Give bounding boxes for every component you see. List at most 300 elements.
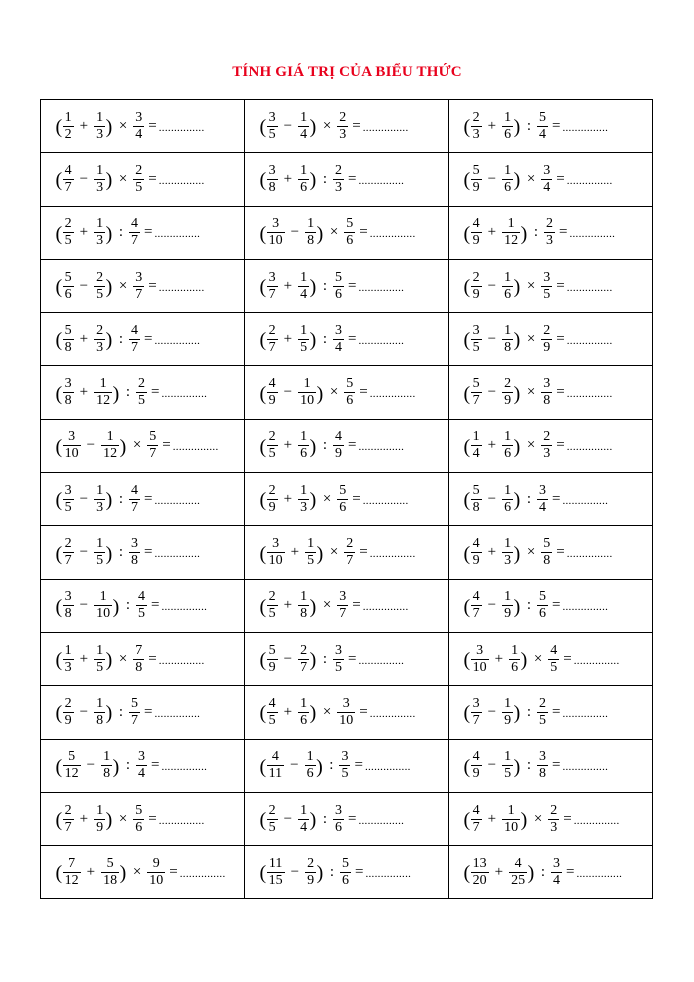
fraction-a xyxy=(267,164,278,195)
exercise-row xyxy=(41,100,653,153)
operator: − xyxy=(290,757,299,774)
fraction-a xyxy=(63,750,81,781)
equals-sign: = xyxy=(143,330,153,347)
open-paren: ( xyxy=(259,222,267,245)
equals-sign: = xyxy=(347,650,357,667)
operator: − xyxy=(283,117,293,134)
fraction-a xyxy=(63,217,74,248)
operator: + xyxy=(79,810,89,827)
denominator: 5 xyxy=(472,339,480,355)
operator: + xyxy=(283,490,293,507)
numerator: 7 xyxy=(135,642,143,658)
close-paren: ) xyxy=(105,329,113,352)
equals-sign: = xyxy=(556,277,565,294)
operator: − xyxy=(290,224,300,241)
numerator: 1 xyxy=(504,536,512,552)
answer-blank: ............... xyxy=(576,867,623,880)
fraction-b xyxy=(502,804,520,835)
fraction-c xyxy=(339,750,350,781)
open-paren: ( xyxy=(463,329,471,352)
numerator: 4 xyxy=(514,855,522,871)
exercise-row xyxy=(41,259,653,312)
numerator: 3 xyxy=(543,376,551,392)
exercise-cell xyxy=(245,739,449,792)
numerator: 5 xyxy=(339,482,347,498)
expression xyxy=(259,484,409,515)
operator: + xyxy=(494,650,504,667)
open-paren: ( xyxy=(463,542,471,565)
answer-blank: ............... xyxy=(369,707,416,720)
numerator: 1 xyxy=(504,749,512,765)
denominator: 6 xyxy=(334,286,342,302)
fraction-a xyxy=(63,430,81,461)
operator: × xyxy=(526,170,536,187)
fraction-b xyxy=(94,537,105,568)
open-paren: ( xyxy=(259,435,267,458)
fraction-a xyxy=(267,750,284,781)
expression xyxy=(259,697,416,728)
operator: + xyxy=(487,117,497,134)
exercise-cell xyxy=(245,419,449,472)
numerator: 5 xyxy=(268,642,276,658)
fraction-a xyxy=(471,537,482,568)
expression xyxy=(259,804,404,835)
numerator: 2 xyxy=(268,482,276,498)
denominator: 9 xyxy=(504,393,512,409)
fraction-b xyxy=(502,271,513,302)
close-paren: ) xyxy=(513,489,521,512)
numerator: 2 xyxy=(339,109,347,125)
denominator: 10 xyxy=(339,712,354,728)
denominator: 10 xyxy=(268,233,283,249)
fraction-c xyxy=(548,804,559,835)
equals-sign: = xyxy=(563,650,572,667)
fraction-a xyxy=(471,484,482,515)
denominator: 3 xyxy=(543,446,551,462)
operator: : xyxy=(118,490,123,507)
operator: + xyxy=(79,117,89,134)
exercise-row xyxy=(41,792,653,845)
fraction-a xyxy=(63,857,81,888)
exercise-cell xyxy=(41,313,245,366)
operator: : xyxy=(322,277,327,294)
denominator: 4 xyxy=(300,126,308,142)
numerator: 1 xyxy=(64,642,72,658)
open-paren: ( xyxy=(463,595,471,618)
numerator: 2 xyxy=(268,322,276,338)
denominator: 9 xyxy=(504,712,512,728)
fraction-b xyxy=(502,537,513,568)
fraction-c xyxy=(541,377,552,408)
denominator: 3 xyxy=(96,126,104,142)
fraction-c xyxy=(337,697,355,728)
fraction-b xyxy=(502,590,513,621)
fraction-b xyxy=(298,111,309,142)
numerator: 3 xyxy=(339,589,347,605)
operator: + xyxy=(283,703,293,720)
fraction-c xyxy=(333,644,344,675)
operator: + xyxy=(79,330,89,347)
open-paren: ( xyxy=(55,329,63,352)
fraction-b xyxy=(502,217,520,248)
fraction-a xyxy=(471,430,482,461)
expression xyxy=(463,644,620,675)
exercise-cell xyxy=(449,473,653,526)
operator: : xyxy=(533,224,538,241)
equals-sign: = xyxy=(551,703,561,720)
operator: − xyxy=(79,490,89,507)
fraction-b xyxy=(502,750,513,781)
answer-blank: ............... xyxy=(161,601,208,614)
numerator: 1 xyxy=(511,642,519,658)
answer-blank: ............... xyxy=(172,441,219,454)
numerator: 1 xyxy=(96,109,104,125)
denominator: 9 xyxy=(268,393,276,409)
exercise-cell xyxy=(245,846,449,899)
fraction-b xyxy=(509,644,520,675)
numerator: 9 xyxy=(152,855,160,871)
numerator: 4 xyxy=(130,216,138,232)
numerator: 5 xyxy=(472,162,480,178)
expression xyxy=(259,537,416,568)
expression xyxy=(463,377,613,408)
numerator: 3 xyxy=(135,269,143,285)
denominator: 8 xyxy=(543,393,551,409)
exercise-cell xyxy=(41,153,245,206)
open-paren: ( xyxy=(55,382,63,405)
denominator: 6 xyxy=(346,233,354,249)
denominator: 7 xyxy=(135,286,143,302)
exercise-cell xyxy=(41,792,245,845)
expression xyxy=(55,111,205,142)
operator: − xyxy=(79,544,89,561)
answer-blank: ............... xyxy=(158,174,205,187)
exercise-cell xyxy=(449,259,653,312)
open-paren: ( xyxy=(259,276,267,299)
denominator: 7 xyxy=(64,819,72,835)
numerator: 1 xyxy=(504,589,512,605)
fraction-a xyxy=(471,164,482,195)
operator: × xyxy=(322,597,332,614)
operator: − xyxy=(283,650,293,667)
operator: + xyxy=(494,863,504,880)
fraction-b xyxy=(94,111,105,142)
expression xyxy=(55,271,205,302)
equals-sign: = xyxy=(352,117,361,134)
fraction-a xyxy=(267,697,278,728)
numerator: 2 xyxy=(268,802,276,818)
fraction-a xyxy=(471,217,482,248)
equals-sign: = xyxy=(565,863,575,880)
open-paren: ( xyxy=(55,116,63,139)
open-paren: ( xyxy=(463,489,471,512)
fraction-a xyxy=(267,324,278,355)
numerator: 5 xyxy=(346,216,354,232)
numerator: 2 xyxy=(334,162,342,178)
denominator: 4 xyxy=(334,339,342,355)
expression xyxy=(463,164,613,195)
operator: − xyxy=(79,703,89,720)
numerator: 3 xyxy=(538,749,546,765)
denominator: 5 xyxy=(334,659,342,675)
numerator: 4 xyxy=(472,749,480,765)
denominator: 4 xyxy=(300,286,308,302)
exercise-cell xyxy=(245,313,449,366)
operator: − xyxy=(79,597,89,614)
open-paren: ( xyxy=(463,222,471,245)
denominator: 7 xyxy=(130,233,138,249)
operator: × xyxy=(322,703,332,720)
expression xyxy=(55,644,205,675)
numerator: 1 xyxy=(504,109,512,125)
fraction-c xyxy=(541,430,552,461)
answer-blank: ............... xyxy=(562,601,609,614)
numerator: 4 xyxy=(271,749,279,765)
operator: × xyxy=(526,277,536,294)
exercise-cell xyxy=(449,846,653,899)
numerator: 11 xyxy=(268,855,283,871)
equals-sign: = xyxy=(556,544,565,561)
fraction-c xyxy=(344,537,355,568)
equals-sign: = xyxy=(558,224,568,241)
denominator: 5 xyxy=(137,393,145,409)
fraction-b xyxy=(305,217,316,248)
fraction-c xyxy=(541,324,552,355)
numerator: 1 xyxy=(504,322,512,338)
numerator: 2 xyxy=(268,589,276,605)
fraction-a xyxy=(267,217,285,248)
operator: − xyxy=(487,384,497,401)
open-paren: ( xyxy=(463,809,471,831)
numerator: 3 xyxy=(272,216,280,232)
open-paren: ( xyxy=(259,542,267,565)
exercise-cell xyxy=(41,473,245,526)
answer-blank: ............... xyxy=(566,388,613,401)
equals-sign: = xyxy=(143,703,153,720)
open-paren: ( xyxy=(463,649,471,672)
denominator: 9 xyxy=(472,233,480,249)
operator: − xyxy=(79,170,89,187)
fraction-a xyxy=(63,590,74,621)
numerator: 3 xyxy=(268,269,276,285)
close-paren: ) xyxy=(309,276,317,299)
equals-sign: = xyxy=(556,437,565,454)
numerator: 1 xyxy=(300,269,308,285)
denominator: 18 xyxy=(103,872,118,888)
equals-sign: = xyxy=(551,597,561,614)
equals-sign: = xyxy=(347,330,357,347)
exercise-cell xyxy=(41,259,245,312)
numerator: 2 xyxy=(543,429,551,445)
equals-sign: = xyxy=(354,757,363,774)
open-paren: ( xyxy=(55,595,63,618)
operator: + xyxy=(79,384,89,401)
close-paren: ) xyxy=(105,702,113,725)
close-paren: ) xyxy=(105,542,113,565)
denominator: 12 xyxy=(504,233,519,249)
answer-blank: ............... xyxy=(566,334,613,347)
operator: : xyxy=(322,330,327,347)
operator: − xyxy=(487,330,497,347)
close-paren: ) xyxy=(513,329,521,352)
operator: − xyxy=(487,277,497,294)
exercise-cell xyxy=(449,579,653,632)
equals-sign: = xyxy=(148,810,157,827)
exercise-cell xyxy=(245,153,449,206)
numerator: 5 xyxy=(341,855,349,871)
numerator: 2 xyxy=(543,322,551,338)
answer-blank: ............... xyxy=(569,228,616,241)
denominator: 5 xyxy=(307,553,315,569)
denominator: 6 xyxy=(504,499,512,515)
fraction-c xyxy=(340,857,351,888)
numerator: 2 xyxy=(64,536,72,552)
operator: − xyxy=(487,490,497,507)
fraction-a xyxy=(267,111,278,142)
operator: : xyxy=(526,490,531,507)
fraction-a xyxy=(267,430,278,461)
operator: + xyxy=(283,437,293,454)
answer-blank: ............... xyxy=(161,388,208,401)
fraction-a xyxy=(471,697,482,728)
expression xyxy=(55,324,200,355)
fraction-c xyxy=(129,484,140,515)
denominator: 3 xyxy=(300,499,308,515)
open-paren: ( xyxy=(259,382,267,405)
denominator: 6 xyxy=(300,712,308,728)
fraction-a xyxy=(63,271,74,302)
denominator: 5 xyxy=(64,499,72,515)
answer-blank: ............... xyxy=(154,707,201,720)
fraction-a xyxy=(267,857,285,888)
fraction-c xyxy=(541,164,552,195)
close-paren: ) xyxy=(309,489,317,512)
expression xyxy=(259,377,416,408)
close-paren: ) xyxy=(513,595,521,618)
answer-blank: ............... xyxy=(358,654,405,667)
answer-blank: ............... xyxy=(362,494,409,507)
operator: × xyxy=(526,330,536,347)
denominator: 12 xyxy=(64,766,79,782)
operator: + xyxy=(487,437,497,454)
operator: − xyxy=(283,810,293,827)
denominator: 7 xyxy=(339,606,347,622)
fraction-b xyxy=(298,697,309,728)
denominator: 3 xyxy=(334,179,342,195)
denominator: 3 xyxy=(96,233,104,249)
denominator: 10 xyxy=(149,872,164,888)
answer-blank: ............... xyxy=(358,334,405,347)
denominator: 5 xyxy=(341,766,349,782)
fraction-c xyxy=(129,217,140,248)
fraction-c xyxy=(537,484,548,515)
fraction-c xyxy=(133,271,144,302)
answer-blank: ............... xyxy=(362,121,409,134)
numerator: 3 xyxy=(543,162,551,178)
exercise-cell xyxy=(449,313,653,366)
fraction-b xyxy=(298,377,316,408)
operator: + xyxy=(283,330,293,347)
denominator: 12 xyxy=(64,872,79,888)
exercise-cell xyxy=(41,686,245,739)
denominator: 7 xyxy=(130,499,138,515)
operator: − xyxy=(86,757,96,774)
denominator: 6 xyxy=(64,286,72,302)
fraction-b xyxy=(305,750,316,781)
operator: × xyxy=(118,277,128,294)
denominator: 6 xyxy=(300,179,308,195)
fraction-a xyxy=(267,271,278,302)
answer-blank: ............... xyxy=(179,867,226,880)
equals-sign: = xyxy=(551,117,561,134)
exercise-cell xyxy=(41,739,245,792)
fraction-b xyxy=(298,590,309,621)
numerator: 2 xyxy=(135,162,143,178)
exercise-cell xyxy=(449,153,653,206)
expression xyxy=(463,857,622,888)
equals-sign: = xyxy=(556,170,565,187)
expression xyxy=(55,377,207,408)
expression xyxy=(259,111,409,142)
fraction-c xyxy=(337,111,348,142)
operator: − xyxy=(487,703,497,720)
open-paren: ( xyxy=(259,755,267,778)
denominator: 4 xyxy=(472,446,480,462)
fraction-c xyxy=(541,537,552,568)
denominator: 7 xyxy=(472,606,480,622)
answer-blank: ............... xyxy=(573,814,620,827)
close-paren: ) xyxy=(105,649,113,672)
exercise-row xyxy=(41,846,653,899)
denominator: 10 xyxy=(472,659,487,675)
operator: × xyxy=(118,810,128,827)
denominator: 20 xyxy=(472,872,487,888)
numerator: 1 xyxy=(300,322,308,338)
equals-sign: = xyxy=(352,490,361,507)
answer-blank: ............... xyxy=(358,281,405,294)
fraction-b xyxy=(298,164,309,195)
open-paren: ( xyxy=(55,435,63,458)
close-paren: ) xyxy=(112,755,120,778)
operator: + xyxy=(487,224,497,241)
expression xyxy=(463,324,613,355)
answer-blank: ............... xyxy=(573,654,620,667)
operator: − xyxy=(290,863,300,880)
fraction-a xyxy=(471,377,482,408)
open-paren: ( xyxy=(463,116,471,139)
close-paren: ) xyxy=(309,329,317,352)
operator: : xyxy=(125,757,130,774)
expression xyxy=(259,750,411,781)
expression xyxy=(55,857,226,888)
close-paren: ) xyxy=(513,382,521,405)
fraction-c xyxy=(333,430,344,461)
equals-sign: = xyxy=(148,650,157,667)
numerator: 2 xyxy=(545,216,553,232)
numerator: 5 xyxy=(472,482,480,498)
open-paren: ( xyxy=(463,755,471,778)
numerator: 1 xyxy=(96,642,104,658)
expression xyxy=(259,644,404,675)
numerator: 5 xyxy=(135,802,143,818)
exercise-row xyxy=(41,526,653,579)
denominator: 9 xyxy=(268,499,276,515)
denominator: 7 xyxy=(64,553,72,569)
fraction-a xyxy=(63,484,74,515)
close-paren: ) xyxy=(112,382,120,405)
fraction-c xyxy=(548,644,559,675)
denominator: 9 xyxy=(472,286,480,302)
